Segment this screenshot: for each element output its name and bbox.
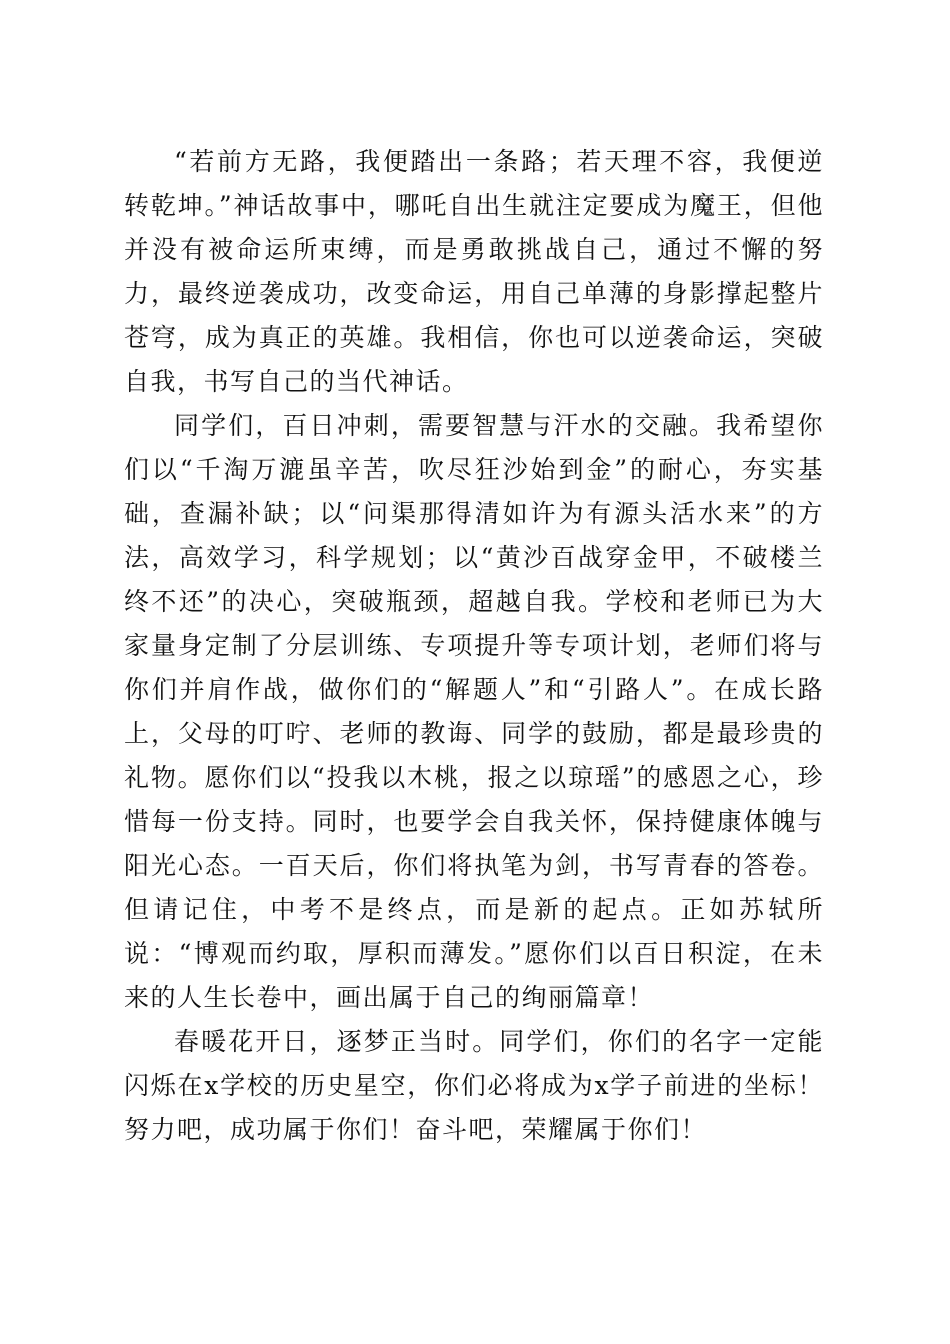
paragraph-nezha: “若前方无路，我便踏出一条路；若天理不容，我便逆转乾坤。”神话故事中，哪吒自出生就注定要成为魔王，但他并没有被命运所束缚，而是勇敢挑战自己，通过不懈的努力，最终逆袭成功，改变命运，用自己单薄的身影撑起整片苍穹，成为真正的英雄。我相信，你也可以逆袭命运，突破自我，书写自己的当代神话。: [124, 147, 824, 396]
document-body: [124, 140, 824, 1152]
paragraph-closing: 春暖花开日，逐梦正当时。同学们，你们的名字一定能闪烁在x学校的历史星空，你们必将成为x学子前进的坐标！努力吧，成功属于你们！奋斗吧，荣耀属于你们！: [124, 1027, 824, 1144]
paragraph-hundred-day-sprint: 同学们，百日冲刺，需要智慧与汗水的交融。我希望你们以“千淘万漉虽辛苦，吹尽狂沙始到金”的耐心，夯实基础，查漏补缺；以“问渠那得清如许为有源头活水来”的方法，高效学习，科学规划；以“黄沙百战穿金甲，不破楼兰终不还”的决心，突破瓶颈，超越自我。学校和老师已为大家量身定制了分层训练、专项提升等专项计划，老师们将与你们并肩作战，做你们的“解题人”和“引路人”。在成长路上，父母的叮咛、老师的教诲、同学的鼓励，都是最珍贵的礼物。愿你们以“投我以木桃，报之以琼瑶”的感恩之心，珍惜每一份支持。同时，也要学会自我关怀，保持健康体魄与阳光心态。一百天后，你们将执笔为剑，书写青春的答卷。但请记住，中考不是终点，而是新的起点。正如苏轼所说：“博观而约取，厚积而薄发。”愿你们以百日积淀，在未来的人生长卷中，画出属于自己的绚丽篇章！: [124, 411, 824, 1012]
